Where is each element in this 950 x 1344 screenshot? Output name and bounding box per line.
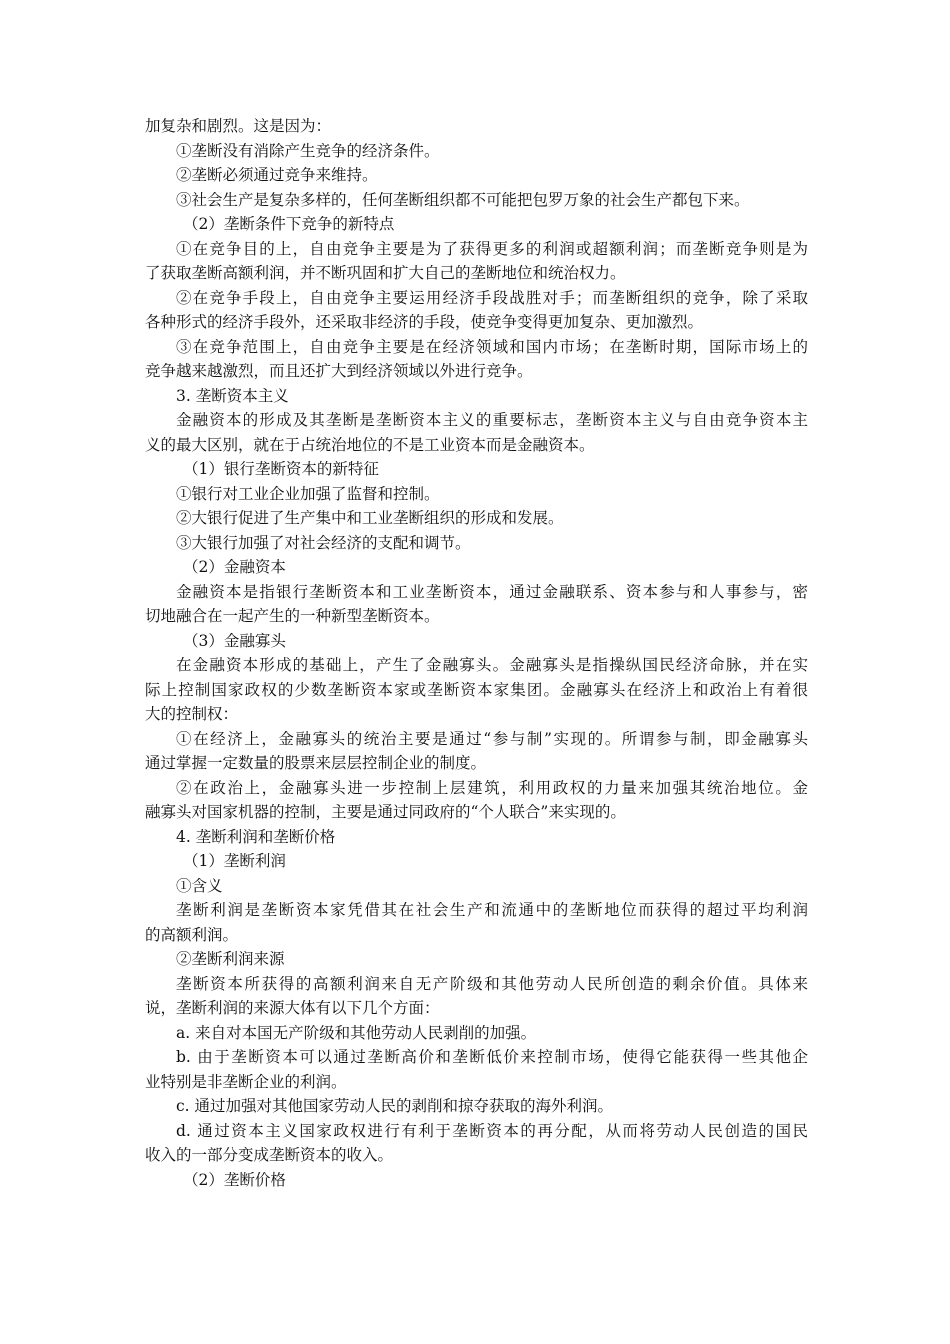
text-line: 通过掌握一定数量的股票来层层控制企业的制度。 [145,754,487,772]
text-line: （1）银行垄断资本的新特征 [183,460,379,478]
text-line: （1）垄断利润 [183,852,286,870]
text-line: ①在竞争目的上，自由竞争主要是为了获得更多的利润或超额利润；而垄断竞争则是为 [176,239,808,258]
text-line: ②在竞争手段上，自由竞争主要运用经济手段战胜对手；而垄断组织的竞争，除了采取 [176,288,808,307]
text-line: b. 由于垄断资本可以通过垄断高价和垄断低价来控制市场，使得它能获得一些其他企 [176,1048,808,1066]
text-line: ②在政治上，金融寡头进一步控制上层建筑，利用政权的力量来加强其统治地位。金 [176,778,808,797]
text-line: 各种形式的经济手段外，还采取非经济的手段，使竞争变得更加复杂、更加激烈。 [145,313,704,331]
text-line: 金融资本是指银行垄断资本和工业垄断资本，通过金融联系、资本参与和人事参与，密 [176,582,808,601]
text-line: 际上控制国家政权的少数垄断资本家或垄断资本家集团。金融寡头在经济上和政治上有着很 [145,680,808,699]
text-line: 了获取垄断高额利润，并不断巩固和扩大自己的垄断地位和统治权力。 [145,264,626,282]
text-line: 在金融资本形成的基础上，产生了金融寡头。金融寡头是指操纵国民经济命脉，并在实 [176,656,808,674]
text-line: 收入的一部分变成垄断资本的收入。 [145,1146,394,1164]
text-line: （3）金融寡头 [183,631,286,650]
text-line: 垄断资本所获得的高额利润来自无产阶级和其他劳动人民所创造的剩余价值。具体来 [176,974,808,993]
text-line: d. 通过资本主义国家政权进行有利于垄断资本的再分配，从而将劳动人民创造的国民 [176,1121,808,1140]
text-line: 竞争越来越激烈，而且还扩大到经济领域以外进行竞争。 [145,362,533,380]
text-line: a. 来自对本国无产阶级和其他劳动人民剥削的加强。 [176,1023,537,1042]
text-line: ②垄断必须通过竞争来维持。 [176,166,378,184]
text-line: （2）垄断条件下竞争的新特点 [183,215,395,233]
text-line: 业特别是非垄断企业的利润。 [145,1072,347,1091]
text-line: ②垄断利润来源 [176,950,285,968]
text-line: 垄断利润是垄断资本家凭借其在社会生产和流通中的垄断地位而获得的超过平均利润 [176,901,808,919]
text-line: c. 通过加强对其他国家劳动人民的剥削和掠夺获取的海外利润。 [176,1097,614,1115]
text-line: ③在竞争范围上，自由竞争主要是在经济领域和国内市场；在垄断时期，国际市场上的 [176,337,808,356]
text-line: （2）垄断价格 [183,1170,286,1189]
text-line: ①银行对工业企业加强了监督和控制。 [176,484,440,503]
text-line: ①在经济上，金融寡头的统治主要是通过“参与制”实现的。所谓参与制，即金融寡头 [176,729,808,748]
text-line: ③大银行加强了对社会经济的支配和调节。 [176,533,471,552]
text-line: 义的最大区别，就在于占统治地位的不是工业资本而是金融资本。 [145,435,595,454]
text-line: 4. 垄断利润和垄断价格 [176,827,336,846]
text-line: 切地融合在一起产生的一种新型垄断资本。 [145,607,440,625]
text-line: 融寡头对国家机器的控制，主要是通过同政府的“个人联合”来实现的。 [145,803,626,821]
text-line: 大的控制权： [145,705,239,723]
text-line: （2）金融资本 [183,558,286,576]
text-line: 的高额利润。 [145,925,239,944]
text-line: ②大银行促进了生产集中和工业垄断组织的形成和发展。 [176,509,564,527]
text-line: 加复杂和剧烈。这是因为： [145,117,332,135]
text-line: 3. 垄断资本主义 [176,386,289,405]
text-line: 说，垄断利润的来源大体有以下几个方面： [145,999,440,1017]
text-line: 金融资本的形成及其垄断是垄断资本主义的重要标志，垄断资本主义与自由竞争资本主 [176,411,808,429]
text-line: ①垄断没有消除产生竞争的经济条件。 [176,141,440,160]
document-page [145,114,808,1192]
text-line: ①含义 [176,876,223,895]
text-line: ③社会生产是复杂多样的，任何垄断组织都不可能把包罗万象的社会生产都包下来。 [176,190,750,209]
